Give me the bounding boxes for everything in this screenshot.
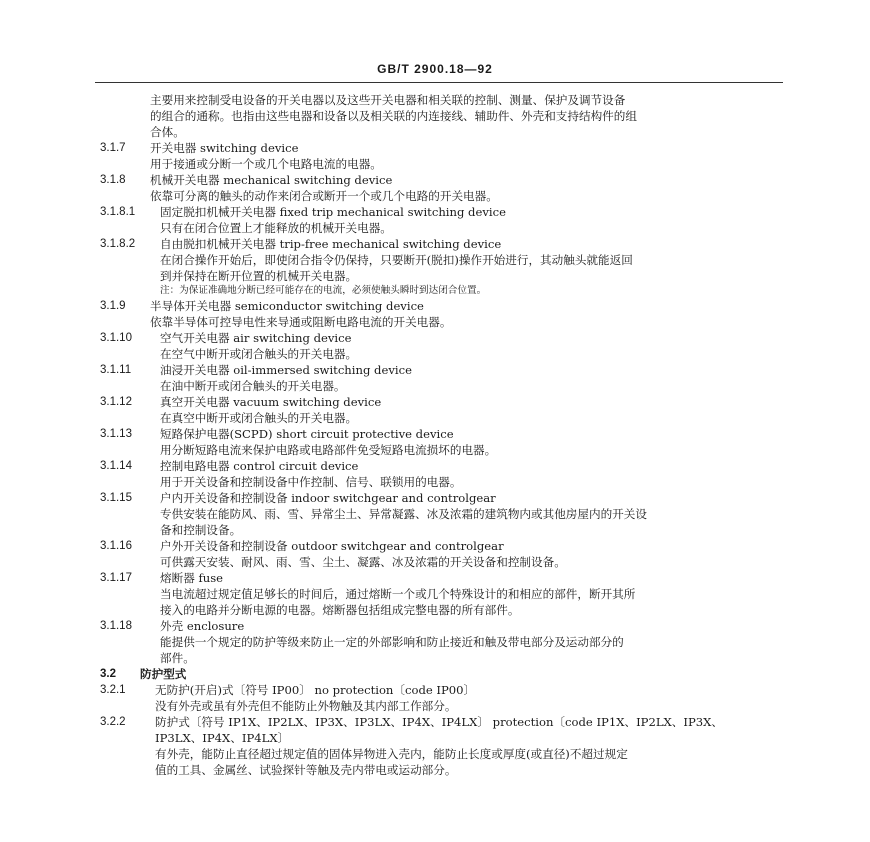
clause-text: 有外壳，能防止直径超过规定值的固体异物进入壳内，能防止长度或厚度(或直径)不超过规定 bbox=[155, 747, 628, 761]
clause-text: 在真空中断开或闭合触头的开关电器。 bbox=[160, 411, 358, 425]
page-header: GB/T 2900.18—92 bbox=[377, 62, 493, 76]
clause-text: 依靠半导体可控导电性来导通或阻断电路电流的开关电器。 bbox=[150, 315, 452, 329]
intro-line: 主要用来控制受电设备的开关电器以及这些开关电器和相关联的控制、测量、保护及调节设备 bbox=[150, 93, 626, 107]
intro-line: 合体。 bbox=[150, 125, 185, 139]
clause-text: 用于开关设备和控制设备中作控制、信号、联锁用的电器。 bbox=[160, 475, 462, 489]
clause-text: 用于接通或分断一个或几个电路电流的电器。 bbox=[150, 157, 382, 171]
clause-number: 3.2.2 bbox=[100, 716, 126, 728]
clause-text: 在闭合操作开始后，即使闭合指令仍保持，只要断开(脱扣)操作开始进行，其动触头就能返回 bbox=[160, 253, 633, 267]
clause-text: 可供露天安装、耐风、雨、雪、尘土、凝露、冰及浓霜的开关设备和控制设备。 bbox=[160, 555, 566, 569]
clause-text: 依靠可分离的触头的动作来闭合或断开一个或几个电路的开关电器。 bbox=[150, 189, 498, 203]
clause-title: 控制电路电器 control circuit device bbox=[160, 459, 359, 473]
clause-title: 自由脱扣机械开关电器 trip-free mechanical switching device bbox=[160, 237, 502, 251]
clause-text: 到并保持在断开位置的机械开关电器。 bbox=[160, 269, 358, 283]
clause-title: 真空开关电器 vacuum switching device bbox=[160, 395, 382, 409]
clause-title: 半导体开关电器 semiconductor switching device bbox=[150, 299, 424, 313]
clause-text: 只有在闭合位置上才能释放的机械开关电器。 bbox=[160, 221, 392, 235]
clause-number: 3.1.13 bbox=[100, 428, 132, 440]
clause-number: 3.1.8 bbox=[100, 174, 126, 186]
clause-text: 备和控制设备。 bbox=[160, 523, 242, 537]
clause-number: 3.1.17 bbox=[100, 572, 132, 584]
header-rule bbox=[95, 82, 783, 83]
clause-number: 3.1.7 bbox=[100, 142, 126, 154]
clause-text: 部件。 bbox=[160, 651, 195, 665]
intro-line: 的组合的通称。也指由这些电器和设备以及相关联的内连接线、辅助件、外壳和支持结构件的组 bbox=[150, 109, 637, 123]
clause-number: 3.1.16 bbox=[100, 540, 132, 552]
clause-text: 专供安装在能防风、雨、雪、异常尘土、异常凝露、冰及浓霜的建筑物内或其他房屋内的开关设 bbox=[160, 507, 647, 521]
clause-text: 能提供一个规定的防护等级来防止一定的外部影响和防止接近和触及带电部分及运动部分的 bbox=[160, 635, 624, 649]
clause-text: 在油中断开或闭合触头的开关电器。 bbox=[160, 379, 346, 393]
section-title: 防护型式 bbox=[140, 667, 187, 681]
clause-number: 3.1.9 bbox=[100, 300, 126, 312]
clause-title: 防护式〔符号 IP1X、IP2LX、IP3X、IP3LX、IP4X、IP4LX〕 protection〔code IP1X、IP2LX、IP3X、 bbox=[155, 715, 723, 729]
clause-text: 接入的电路并分断电源的电器。熔断器包括组成完整电器的所有部件。 bbox=[160, 603, 520, 617]
clause-number: 3.1.15 bbox=[100, 492, 132, 504]
clause-number: 3.1.14 bbox=[100, 460, 132, 472]
clause-title: 机械开关电器 mechanical switching device bbox=[150, 173, 393, 187]
clause-number: 3.1.10 bbox=[100, 332, 132, 344]
clause-number: 3.1.12 bbox=[100, 396, 132, 408]
clause-text: 在空气中断开或闭合触头的开关电器。 bbox=[160, 347, 358, 361]
clause-title: 短路保护电器(SCPD) short circuit protective device bbox=[160, 427, 454, 441]
clause-title: 空气开关电器 air switching device bbox=[160, 331, 352, 345]
clause-note: 注：为保证准确地分断已经可能存在的电流，必须使触头瞬时到达闭合位置。 bbox=[160, 285, 487, 296]
section-number: 3.2 bbox=[100, 668, 116, 680]
clause-text: 没有外壳或虽有外壳但不能防止外物触及其内部工作部分。 bbox=[155, 699, 457, 713]
clause-title: 固定脱扣机械开关电器 fixed trip mechanical switching device bbox=[160, 205, 506, 219]
clause-title: 外壳 enclosure bbox=[160, 619, 245, 633]
clause-title: 开关电器 switching device bbox=[150, 141, 299, 155]
clause-number: 3.1.18 bbox=[100, 620, 132, 632]
clause-text: 当电流超过规定值足够长的时间后，通过熔断一个或几个特殊设计的和相应的部件，断开其所 bbox=[160, 587, 636, 601]
clause-title: 无防护(开启)式〔符号 IP00〕 no protection〔code IP00〕 bbox=[155, 683, 476, 697]
clause-number: 3.1.8.1 bbox=[100, 206, 136, 218]
clause-title: 油浸开关电器 oil-immersed switching device bbox=[160, 363, 412, 377]
clause-text: 值的工具、金属丝、试验探针等触及壳内带电或运动部分。 bbox=[155, 763, 457, 777]
clause-title: 熔断器 fuse bbox=[160, 571, 224, 585]
clause-title: 户外开关设备和控制设备 outdoor switchgear and controlgear bbox=[160, 539, 504, 553]
clause-text: 用分断短路电流来保护电路或电路部件免受短路电流损坏的电器。 bbox=[160, 443, 497, 457]
clause-number: 3.1.8.2 bbox=[100, 238, 136, 250]
clause-number: 3.1.11 bbox=[100, 364, 132, 376]
clause-number: 3.2.1 bbox=[100, 684, 126, 696]
clause-title: 户内开关设备和控制设备 indoor switchgear and controlgear bbox=[160, 491, 496, 505]
clause-title: IP3LX、IP4X、IP4LX〕 bbox=[155, 731, 290, 745]
